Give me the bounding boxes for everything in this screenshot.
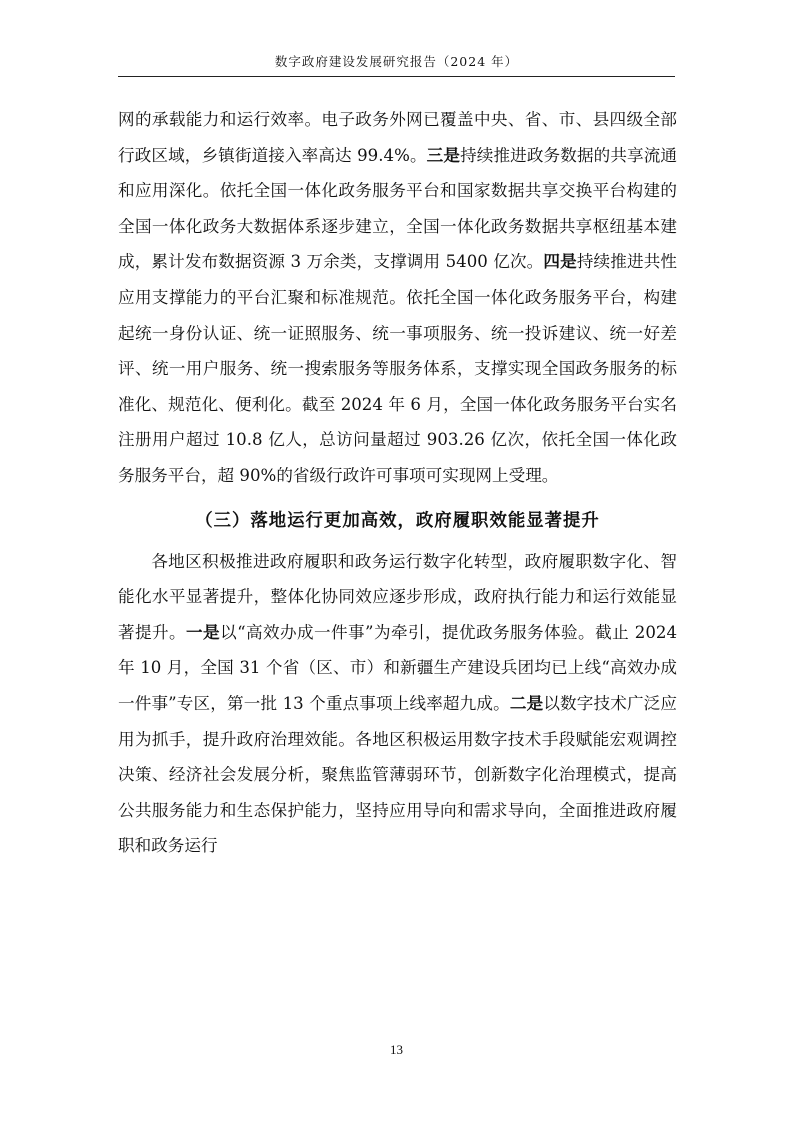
- emphasis-label: 三是: [426, 145, 461, 165]
- paragraph-text: 以数字技术广泛应用为抓手，提升政府治理效能。各地区积极运用数字技术手段赋能宏观调控决策、经济社会发展分析，聚焦监管薄弱环节，创新数字化治理模式，提高公共服务能力和生态保护能力，坚持应用导向和需求导向，全面推进政府履职和政务运行: [118, 693, 678, 856]
- paragraph-text: 持续推进政务数据的共享流通和应用深化。依托全国一体化政务服务平台和国家数据共享交换平台构建的全国一体化政务大数据体系逐步建立，全国一体化政务数据共享枢纽基本建成，累计发布数据资源 3 万余类，支撑调用 5400 亿次。: [118, 145, 678, 272]
- emphasis-label: 一是: [186, 622, 221, 642]
- running-header: 数字政府建设发展研究报告（2024 年）: [118, 52, 675, 77]
- paragraph-continued: [118, 102, 677, 494]
- paragraph-text: 持续推进共性应用支撑能力的平台汇聚和标准规范。依托全国一体化政务服务平台，构建起统一身份认证、统一证照服务、统一事项服务、统一投诉建议、统一好差评、统一用户服务、统一搜索服务等服务体系，支撑实现全国政务服务的标准化、规范化、便利化。截至 2024 年 6 月，全国一体化政务服务平台实名注册用户超过 10.8 亿人，总访问量超过 903.26 亿次，依托全国一体化政务服务平台，超 90%的省级行政许可事项可实现网上受理。: [118, 252, 678, 485]
- section-heading: （三）落地运行更加高效，政府履职效能显著提升: [195, 510, 600, 531]
- emphasis-label: 二是: [509, 693, 544, 713]
- paragraph-text: 网的承载能力和运行效率。电子政务外网已覆盖中央、省、市、县四级全部行政区域，乡镇街道接入率高达 99.4%。: [118, 110, 677, 165]
- document-body: [118, 102, 677, 864]
- emphasis-label: 四是: [543, 252, 577, 272]
- paragraph-text: 各地区积极推进政府履职和政务运行数字化转型，政府履职数字化、智能化水平显著提升，整体化协同效应逐步形成，政府执行能力和运行效能显著提升。: [118, 551, 677, 642]
- page-number: 13: [390, 1042, 403, 1057]
- paragraph: [118, 544, 677, 864]
- paragraph-text: 以“高效办成一件事”为牵引，提优政务服务体验。截止 2024 年 10 月，全国 31 个省（区、市）和新疆生产建设兵团均已上线“高效办成一件事”专区，第一批 13 个重点事项上线率超九成。: [118, 622, 678, 713]
